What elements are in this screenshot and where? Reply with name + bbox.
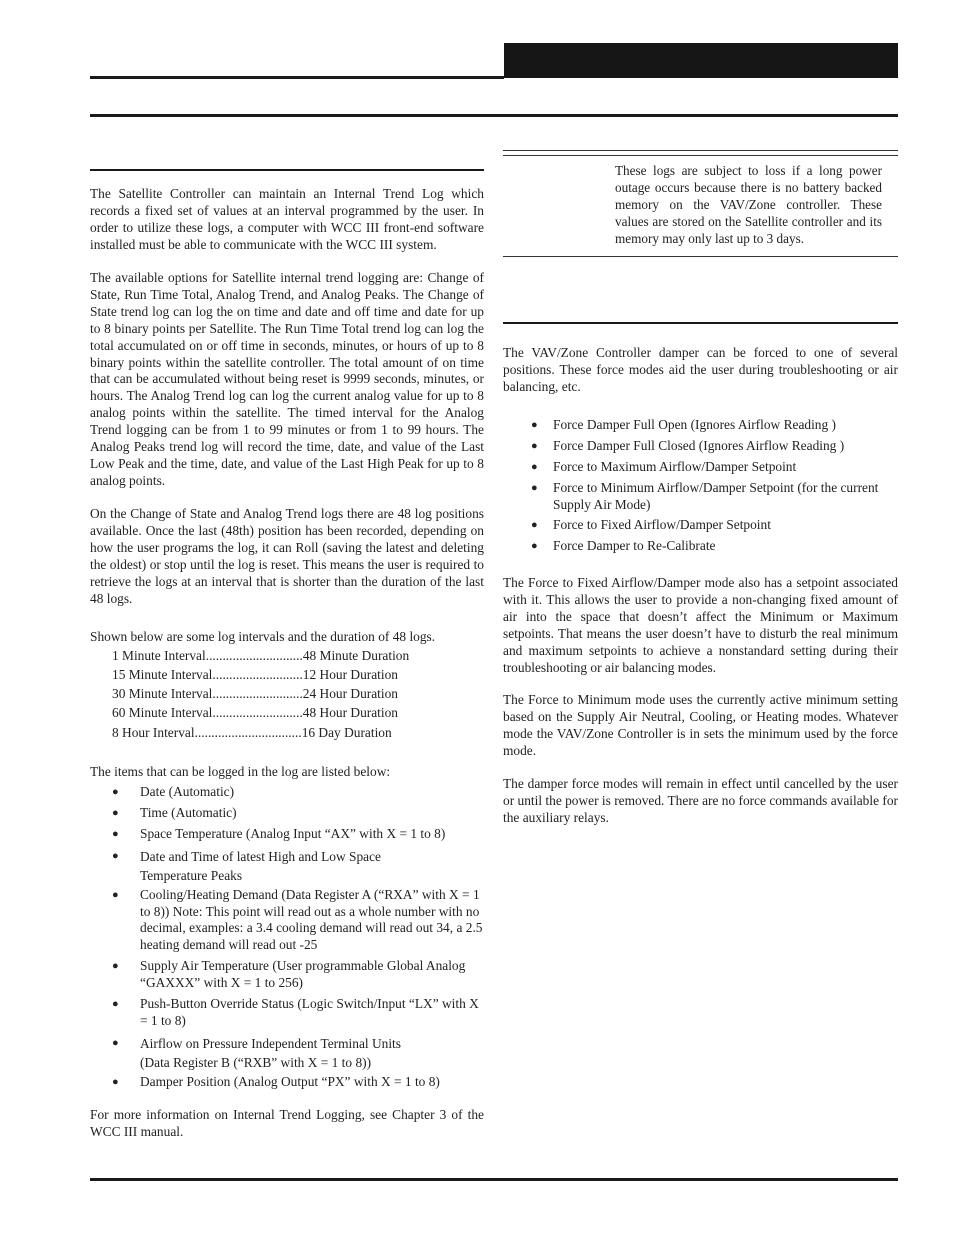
interval-label: 8 Hour Interval (112, 725, 195, 740)
interval-duration: 48 Minute Duration (302, 648, 410, 663)
bullet-icon: ● (531, 461, 538, 473)
positions-text: On the Change of State and Analog Trend logs there are 48 log positions available. Once the last (48th) position has been recorded, depending on how the user programs the log, it can Roll (saving the latest and deleting the oldest) or stop until the log is reset. This means the user is required to retrieve the logs at an interval that is shorter than the duration of the last 48 logs. (90, 506, 484, 606)
bullet-icon: ● (112, 1076, 119, 1088)
bullet-icon: ● (531, 540, 538, 552)
interval-leader: ............................. (205, 648, 303, 663)
bullet-icon: ● (112, 960, 119, 972)
interval-leader: ........................... (212, 667, 303, 682)
bullet-icon: ● (112, 850, 119, 862)
list-item-text: Damper Position (Analog Output “PX” with X = 1 to 8) (140, 1074, 440, 1089)
interval-row (112, 724, 442, 741)
list-item-text: Supply Air Temperature (User programmable Global Analog “GAXXX” with X = 1 to 256) (140, 958, 466, 990)
bullet-icon: ● (112, 786, 119, 798)
bullet-icon: ● (531, 519, 538, 531)
intro-text: The Satellite Controller can maintain an Internal Trend Log which records a fixed set of values at an interval programmed by the user. In order to utilize these logs, a computer with WCC III front-end software installed must be able to communicate with the WCC III system. (90, 186, 484, 252)
section-rule-right (503, 322, 898, 324)
interval-row (112, 647, 442, 664)
interval-row (112, 666, 442, 683)
interval-label: 1 Minute Interval (112, 648, 206, 663)
note-box (615, 162, 882, 247)
list-item-text: Push-Button Override Status (Logic Switch/Input “LX” with X = 1 to 8) (140, 996, 479, 1028)
bullet-icon: ● (112, 828, 119, 840)
fixed-mode-text: The Force to Fixed Airflow/Damper mode also has a setpoint associated with it. This allows the user to provide a non-changing fixed amount of air into the space that doesn’t affect the Minimum or Maximum setpoints. That means the user doesn’t have to disturb the real minimum and maximum setpoints to achieve a nonstandard setting during their troubleshooting or air balancing modes. (503, 575, 898, 675)
intervals-intro: Shown below are some log intervals and the duration of 48 logs. (90, 629, 436, 644)
interval-leader: ........................... (212, 705, 303, 720)
interval-row (112, 704, 442, 721)
cancel-paragraph (503, 776, 898, 827)
interval-duration: 12 Hour Duration (302, 667, 399, 682)
minimum-mode-paragraph (503, 692, 898, 760)
cancel-text: The damper force modes will remain in effect until cancelled by the user or until the power is removed. There are no force commands available for the auxiliary relays. (503, 776, 898, 825)
header-rule (90, 76, 504, 79)
section-rule-left (90, 169, 484, 171)
interval-leader: ................................ (194, 725, 302, 740)
header-second-rule (90, 114, 898, 117)
bullet-icon: ● (112, 807, 119, 819)
force-intro-text: The VAV/Zone Controller damper can be forced to one of several positions. These force modes aid the user during troubleshooting or air balancing, etc. (503, 345, 898, 394)
list-item-text: Cooling/Heating Demand (Data Register A (“RXA” with X = 1 to 8)) Note: This point will read out as a whole number with no decimal, examples: a 3.4 cooling demand will read out 34, a 2.5 heating demand will read out -25 (140, 887, 483, 952)
more-info-paragraph (90, 1107, 484, 1141)
list-item-text: Force Damper Full Closed (Ignores Airflow Reading ) (553, 438, 845, 453)
list-item-text: Airflow on Pressure Independent Terminal Units (Data Register B (“RXB” with X = 1 to 8)) (140, 1036, 401, 1070)
bullet-icon: ● (531, 482, 538, 494)
interval-duration: 48 Hour Duration (302, 705, 399, 720)
minimum-mode-text: The Force to Minimum mode uses the currently active minimum setting based on the Supply Air Neutral, Cooling, or Heating modes. Whatever mode the VAV/Zone Controller is in sets the minimum used by the force mode. (503, 692, 898, 758)
header-black-bar (504, 43, 898, 78)
bullet-icon: ● (112, 998, 119, 1010)
bullet-icon: ● (531, 440, 538, 452)
bullet-icon: ● (112, 1037, 119, 1049)
list-item-text: Date (Automatic) (140, 784, 235, 799)
footer-rule (90, 1178, 898, 1181)
more-info-text: For more information on Internal Trend Logging, see Chapter 3 of the WCC III manual. (90, 1107, 484, 1139)
options-paragraph (90, 270, 484, 490)
note-text: These logs are subject to loss if a long power outage occurs because there is no battery backed memory on the VAV/Zone controller. These values are stored on the Satellite controller and its memory may only last up to 3 days. (615, 163, 882, 246)
options-text: The available options for Satellite internal trend logging are: Change of State, Run Time Total, Analog Trend, and Analog Peaks. The Change of State trend log can log the on time and date and off time and date for up to 8 binary points per Satellite. The Run Time Total trend log can log the total accumulated on or off time in seconds, minutes, or hours of up to 8 binary points within the satellite controller. The total amount of on time that can be accumulated without being reset is 9999 seconds, minutes, or hours. The Analog Trend log can log the current analog value for up to 8 analog points within the satellite. The timed interval for the Analog Trend logging can be from 1 to 99 minutes or from 1 to 99 hours. The Analog Peaks trend log will record the time, date, and value of the Last Low Peak and the time, date, and value of the Last High Peak for up to 8 analog points. (90, 270, 484, 488)
fixed-mode-paragraph (503, 575, 898, 676)
list-item-text: Space Temperature (Analog Input “AX” with X = 1 to 8) (140, 826, 446, 841)
note-top-rule (503, 150, 898, 151)
intro-paragraph (90, 186, 484, 254)
bullet-icon: ● (112, 889, 119, 901)
interval-duration: 24 Hour Duration (302, 686, 399, 701)
interval-label: 15 Minute Interval (112, 667, 213, 682)
interval-leader: ........................... (212, 686, 303, 701)
list-item-text: Force to Maximum Airflow/Damper Setpoint (553, 459, 797, 474)
items-intro: The items that can be logged in the log are listed below: (90, 764, 391, 779)
list-item-text: Force Damper Full Open (Ignores Airflow Reading ) (553, 417, 836, 432)
interval-label: 30 Minute Interval (112, 686, 213, 701)
note-bottom-rule (503, 256, 898, 257)
list-item-text: Date and Time of latest High and Low Space Temperature Peaks (140, 849, 381, 883)
interval-row (112, 685, 442, 702)
positions-paragraph (90, 506, 484, 607)
list-item-text: Force Damper to Re-Calibrate (553, 538, 716, 553)
interval-duration: 16 Day Duration (301, 725, 392, 740)
note-top-rule-inner (503, 155, 898, 156)
list-item-text: Force to Fixed Airflow/Damper Setpoint (553, 517, 771, 532)
list-item-text: Force to Minimum Airflow/Damper Setpoint (for the current Supply Air Mode) (553, 480, 879, 512)
list-item-text: Time (Automatic) (140, 805, 237, 820)
interval-label: 60 Minute Interval (112, 705, 213, 720)
force-intro-paragraph (503, 345, 898, 396)
bullet-icon: ● (531, 419, 538, 431)
